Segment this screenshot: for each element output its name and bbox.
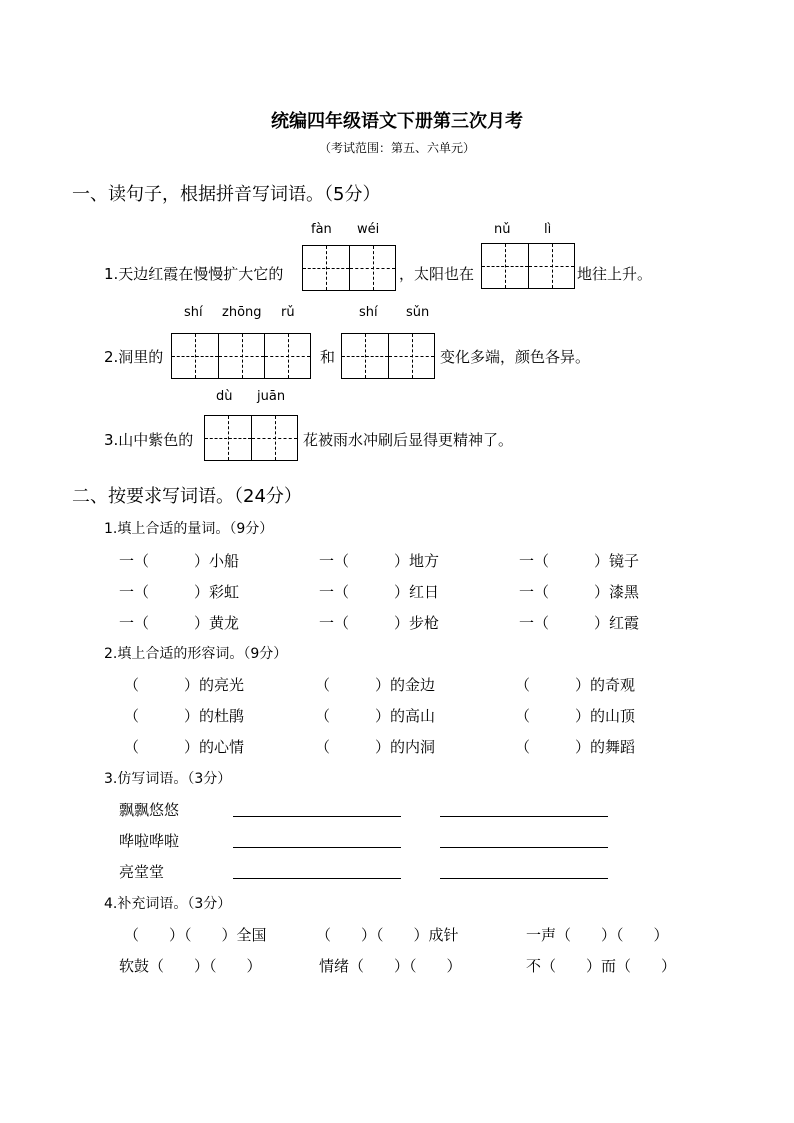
pinyin-nu: nǔ — [494, 222, 511, 237]
pinyin-zhong: zhōng — [222, 305, 262, 320]
measure-word-blank[interactable]: 一（ ）彩虹 — [119, 583, 240, 601]
pinyin-wei: wéi — [357, 222, 380, 237]
measure-word-blank[interactable]: 一（ ）地方 — [319, 552, 440, 570]
q1-suffix: 地往上升。 — [577, 265, 653, 283]
grid-cell[interactable] — [482, 244, 528, 288]
measure-word-blank[interactable]: 一（ ）红日 — [319, 583, 440, 601]
pinyin-shi: shí — [184, 305, 203, 320]
q2-prefix: 2.洞里的 — [104, 348, 164, 366]
example-word: 飘飘悠悠 — [119, 801, 180, 819]
idiom-blank[interactable]: （ ）（ ）成针 — [316, 926, 459, 944]
adjective-blank[interactable]: （ ）的金边 — [315, 676, 436, 694]
pinyin-li: lì — [544, 222, 552, 237]
grid-cell[interactable] — [172, 334, 218, 378]
grid-cell[interactable] — [342, 334, 388, 378]
idiom-blank[interactable]: 软鼓（ ）（ ） — [119, 957, 262, 975]
answer-line[interactable] — [233, 878, 401, 879]
answer-line[interactable] — [440, 816, 608, 817]
adjective-blank[interactable]: （ ）的奇观 — [515, 676, 636, 694]
answer-line[interactable] — [233, 847, 401, 848]
grid-cell[interactable] — [388, 334, 434, 378]
grid-cell[interactable] — [303, 246, 349, 290]
adjective-blank[interactable]: （ ）的山顶 — [515, 707, 636, 725]
example-word: 亮堂堂 — [119, 863, 165, 881]
q1-prefix: 1.天边红霞在慢慢扩大它的 — [104, 265, 284, 283]
section2-heading: 二、按要求写词语。（24分） — [72, 486, 302, 507]
pinyin-shi-2: shí — [359, 305, 378, 320]
adjective-blank[interactable]: （ ）的杜鹃 — [124, 707, 245, 725]
q3-prefix: 3.山中紫色的 — [104, 431, 194, 449]
grid-cell[interactable] — [528, 244, 574, 288]
answer-grid-dujuan[interactable] — [204, 415, 298, 461]
idiom-blank[interactable]: 情绪（ ）（ ） — [319, 957, 462, 975]
pinyin-juan: juān — [257, 389, 286, 404]
q3-suffix: 花被雨水冲刷后显得更精神了。 — [303, 431, 514, 449]
part2-heading: 2.填上合适的形容词。（9分） — [104, 646, 288, 662]
adjective-blank[interactable]: （ ）的高山 — [315, 707, 436, 725]
idiom-blank[interactable]: 一声（ ）（ ） — [526, 926, 669, 944]
answer-grid-shizhongru[interactable] — [171, 333, 311, 379]
measure-word-blank[interactable]: 一（ ）小船 — [119, 552, 240, 570]
pinyin-sun: sǔn — [406, 305, 430, 320]
q1-middle: ，太阳也在 — [399, 265, 475, 283]
answer-line[interactable] — [440, 847, 608, 848]
grid-cell[interactable] — [349, 246, 395, 290]
answer-grid-nuli[interactable] — [481, 243, 575, 289]
adjective-blank[interactable]: （ ）的内洞 — [315, 738, 436, 756]
example-word: 哗啦哗啦 — [119, 832, 180, 850]
pinyin-du: dù — [216, 389, 233, 404]
answer-grid-shisun[interactable] — [341, 333, 435, 379]
answer-line[interactable] — [440, 878, 608, 879]
grid-cell[interactable] — [218, 334, 264, 378]
pinyin-fan: fàn — [311, 222, 332, 237]
part4-heading: 4.补充词语。（3分） — [104, 896, 232, 912]
grid-cell[interactable] — [264, 334, 310, 378]
section1-heading: 一、读句子，根据拼音写词语。（5分） — [72, 184, 381, 205]
page-subtitle: （考试范围：第五、六单元） — [318, 141, 475, 155]
idiom-blank[interactable]: （ ）（ ）全国 — [124, 926, 267, 944]
adjective-blank[interactable]: （ ）的心情 — [124, 738, 245, 756]
pinyin-ru: rǔ — [281, 305, 295, 320]
adjective-blank[interactable]: （ ）的舞蹈 — [515, 738, 636, 756]
adjective-blank[interactable]: （ ）的亮光 — [124, 676, 245, 694]
measure-word-blank[interactable]: 一（ ）红霞 — [519, 614, 640, 632]
answer-grid-fanwei[interactable] — [302, 245, 396, 291]
part1-heading: 1.填上合适的量词。（9分） — [104, 521, 274, 537]
measure-word-blank[interactable]: 一（ ）漆黑 — [519, 583, 640, 601]
answer-line[interactable] — [233, 816, 401, 817]
measure-word-blank[interactable]: 一（ ）步枪 — [319, 614, 440, 632]
grid-cell[interactable] — [251, 416, 297, 460]
measure-word-blank[interactable]: 一（ ）镜子 — [519, 552, 640, 570]
measure-word-blank[interactable]: 一（ ）黄龙 — [119, 614, 240, 632]
q2-middle: 和 — [320, 348, 336, 366]
page-title: 统编四年级语文下册第三次月考 — [271, 111, 523, 132]
q2-suffix: 变化多端，颜色各异。 — [440, 348, 591, 366]
idiom-blank[interactable]: 不（ ）而（ ） — [526, 957, 677, 975]
part3-heading: 3.仿写词语。（3分） — [104, 771, 232, 787]
grid-cell[interactable] — [205, 416, 251, 460]
